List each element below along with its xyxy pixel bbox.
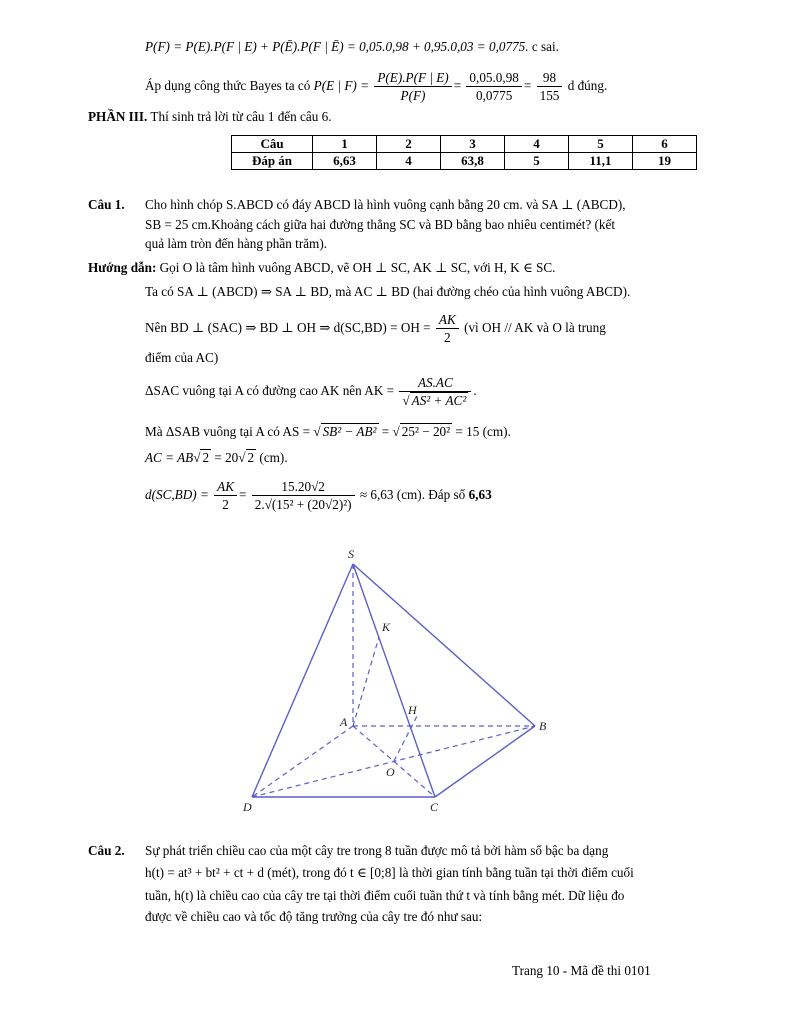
fraction-denominator: 2 [444,330,451,346]
label-S: S [348,547,354,561]
label-C: C [430,800,439,814]
bayes-mid-denominator: 0,0775 [476,88,513,104]
table-header-cell: Câu [232,136,313,153]
question-1-line-3: quả làm tròn đến hàng phần trăm). [145,236,328,251]
table-cell: 6 [633,136,697,153]
bayes-denominator: P(F) [400,88,426,104]
verdict-c: c sai. [531,39,559,54]
table-cell: 11,1 [569,153,633,170]
question-1-line-1: Cho hình chóp S.ABCD có đáy ABCD là hình vuông cạnh bằng 20 cm. và SA ⊥ (ABCD), [145,197,626,212]
bayes-mid-numerator: 0,05.0,98 [466,69,521,87]
edge-SD [252,564,353,797]
guide-line-8-fraction-2 [252,478,355,513]
sqrt-content: SB² − AB² [322,424,377,439]
pyramid-figure [230,540,560,820]
bayes-lhs: P(E | F) = [313,78,370,93]
guide-line-3-pre: Nên BD ⊥ (SAC) ⇒ BD ⊥ OH ⇒ d(SC,BD) = OH = [145,320,431,335]
sqrt-content: 2 [202,450,210,465]
guide-line-5: ΔSAC vuông tại A có đường cao AK nên AK = $\frac{AS.AC}{\text{√ AS² + AC²}}$ . [145,375,477,409]
guide-line-7-post: (cm). [259,450,288,465]
guide-label: Hướng dẫn: [88,260,157,275]
table-cell: 2 [377,136,441,153]
sqrt-content: 2 [247,450,255,465]
fraction-numerator: 15.20√2 [252,478,355,496]
question-2-line-3: tuần, h(t) là chiều cao của cây tre tại thời điểm cuối tuần thứ t và tính bằng mét. Dữ liệu đo [145,888,625,903]
sqrt-content: AS² + AC² [411,393,467,409]
answer-table [231,135,697,170]
guide-line-8-fraction-1 [214,478,237,513]
table-cell: 6,63 [313,153,377,170]
guide-line-3-post: (vì OH // AK và O là trung [464,320,606,335]
bayes-intro: Áp dụng công thức Bayes ta có [145,78,311,93]
fraction-denominator: 2 [222,497,229,513]
fraction-denominator: 2.√(15² + (20√2)²) [254,497,352,513]
guide-line-7-mid: = 20 [214,450,239,465]
question-2-line-2: h(t) = at³ + bt² + ct + d (mét), trong đó t ∈ [0;8] là thời gian tính bằng tuần tại thời điểm cuối [145,865,634,880]
segment-AK [353,637,379,726]
table-cell: 4 [505,136,569,153]
formula-total-probability [145,38,559,56]
question-2-line-1: Sự phát triển chiều cao của một cây tre trong 8 tuần được mô tả bởi hàm số bậc ba dạng [145,843,609,858]
part3-heading: PHẦN III. [88,109,148,124]
table-header-cell: Đáp án [232,153,313,170]
table-cell: 5 [569,136,633,153]
segment-OH [394,716,417,761]
table-row [232,136,697,153]
guide-line-8-lhs: d(SC,BD) = [145,487,209,502]
table-row [232,153,697,170]
question-1-line-2: SB = 25 cm.Khoảng cách giữa hai đường thẳng SC và BD bằng bao nhiêu centimét? (kết [145,217,616,232]
label-A: A [340,715,348,729]
part3-instruction: Thí sinh trả lời từ câu 1 đến câu 6. [150,109,332,124]
part3-heading-line [88,108,332,126]
question-2-line-4: được về chiều cao và tốc độ tăng trưởng của cây tre đó như sau: [145,909,483,924]
bayes-fraction-3 [537,69,563,104]
guide-line-6: Mà ΔSAB vuông tại A có AS = √ SB² − AB² = √ 25² − 20² = 15 (cm). [145,424,511,439]
guide-line-2: Ta có SA ⊥ (ABCD) ⇒ SA ⊥ BD, mà AC ⊥ BD (hai đường chéo của hình vuông ABCD). [145,284,631,299]
guide-line-6-pre: Mà ΔSAB vuông tại A có AS = [145,424,311,439]
guide-line-5-fraction: $\frac{AS.AC}{\text{√ AS² + AC²}}$ [399,374,471,409]
guide-line-8: d(SC,BD) = $\frac{AK}{2}$ = $\frac{15.20√2}{\text{2.√(15² + (20√2)²)}}$ ≈ 6,63 (cm). Đáp số 6,63 [145,479,492,513]
verdict-d: d đúng. [567,78,608,93]
table-cell: 63,8 [441,153,505,170]
table-cell: 5 [505,153,569,170]
bayes-fraction-2 [466,69,521,104]
guide-line-7-pre: AC = AB [145,450,194,465]
label-B: B [539,719,547,733]
guide-line-8-unit: (cm). Đáp số [396,487,466,502]
sqrt-content: 25² − 20² [401,424,451,439]
final-answer: 6,63 [468,487,492,502]
bayes-fraction-1 [374,69,451,104]
label-D: D [243,800,252,814]
table-cell: 3 [441,136,505,153]
guide-line-3 [145,310,606,346]
fraction-numerator: AS.AC [399,374,471,392]
question-1-label: Câu 1. [88,197,125,212]
guide-text-1: Gọi O là tâm hình vuông ABCD, vẽ OH ⊥ SC, AK ⊥ SC, với H, K ∈ SC. [159,260,556,275]
table-cell: 1 [313,136,377,153]
edge-SB [353,564,535,726]
page-footer: Trang 10 - Mã đề thi 0101 [512,963,651,978]
guide-line-1 [88,259,555,277]
table-cell: 4 [377,153,441,170]
edge-DB [252,726,535,797]
guide-line-8-result: ≈ 6,63 [359,487,394,502]
equals-sign: = [381,424,390,439]
table-cell: 19 [633,153,697,170]
label-H: H [408,703,417,717]
guide-line-3-fraction [436,311,459,346]
formula-text: P(F) = P(E).P(F | E) + P(Ē).P(F | Ē) = 0,05.0,98 + 0,95.0,03 = 0,0775. [145,39,529,54]
edge-CB [435,726,535,797]
label-K: K [382,620,391,634]
bayes-line: Áp dụng công thức Bayes ta có P(E | F) = $\frac{P(E).P(F | E)}{P(F)}$ = $\frac{0,05.0,98}{0,0775}$ = $\frac{98}{155}$ d đúng. [145,70,608,104]
question-2-label: Câu 2. [88,843,125,858]
fraction-numerator: AK [214,478,237,496]
label-O: O [386,765,395,779]
bayes-result-denominator: 155 [539,88,560,104]
guide-line-7: AC = AB√ 2 = 20√ 2 (cm). [145,450,288,465]
bayes-result-numerator: 98 [537,69,563,87]
guide-line-6-post: = 15 (cm). [455,424,511,439]
bayes-numerator: P(E).P(F | E) [374,69,451,87]
guide-line-5-pre: ΔSAC vuông tại A có đường cao AK nên AK = [145,383,395,398]
guide-line-4: điểm của AC) [145,350,219,365]
fraction-numerator: AK [436,311,459,329]
